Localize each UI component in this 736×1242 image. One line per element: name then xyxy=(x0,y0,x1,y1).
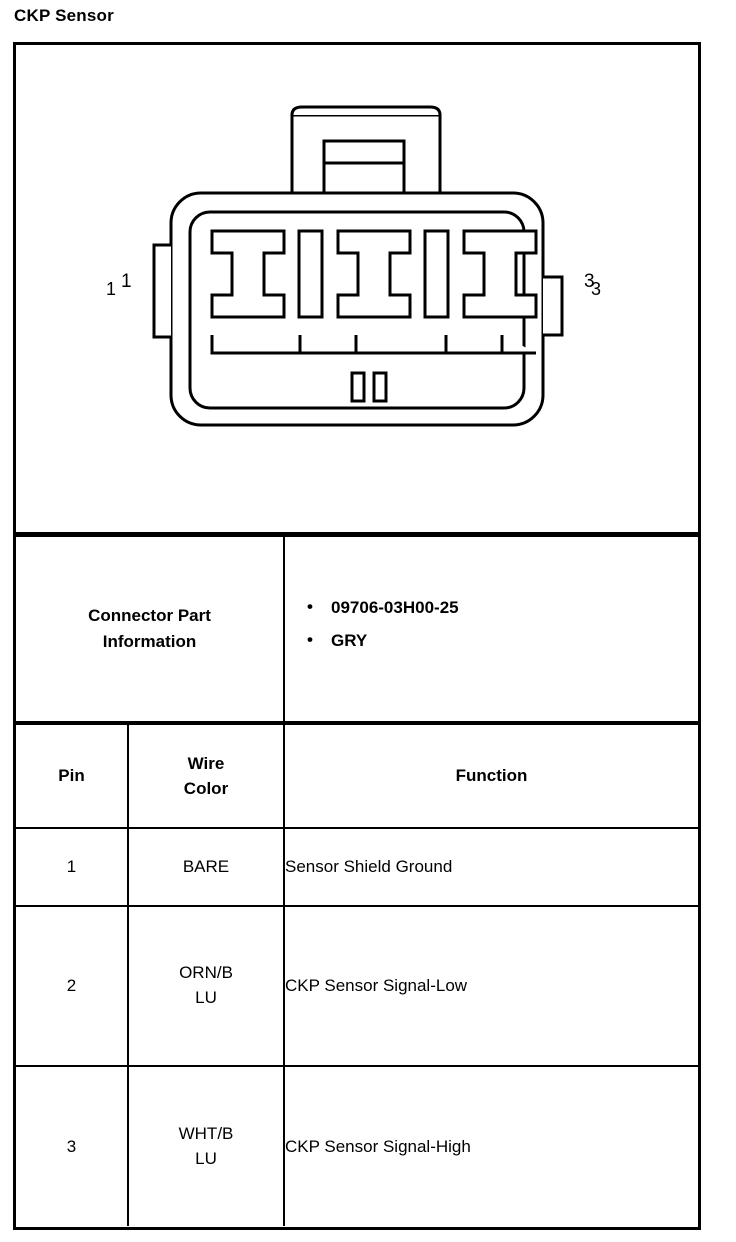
connector-info-table xyxy=(16,535,698,723)
pinout-header-wire-color xyxy=(128,724,284,828)
pin-function: CKP Sensor Signal-High xyxy=(284,1066,698,1226)
pinout-header-function: Function xyxy=(284,724,698,828)
wire-color xyxy=(128,1066,284,1226)
pin-function: Sensor Shield Ground xyxy=(284,828,698,906)
pin-function: CKP Sensor Signal-Low xyxy=(284,906,698,1066)
wire-color-line1: BARE xyxy=(182,856,230,876)
pinout-table xyxy=(16,723,698,1226)
pinout-header-row xyxy=(16,724,698,828)
table-row xyxy=(16,906,698,1066)
pinout-header-pin: Pin xyxy=(16,724,128,828)
part-information-label xyxy=(16,536,284,722)
pinout-header-wire-color-line2: Color xyxy=(183,779,229,798)
pin-number: 1 xyxy=(16,828,128,906)
part-information-label-line1: Connector Part xyxy=(88,605,211,625)
pin-1-callout: 1 xyxy=(105,279,117,299)
table-row xyxy=(16,1066,698,1226)
wire-color-line1: WHT/B xyxy=(178,1123,234,1143)
wire-color xyxy=(128,828,284,906)
wire-color xyxy=(128,906,284,1066)
page-title: CKP Sensor xyxy=(14,6,114,25)
part-number-item: • 09706-03H00-25 xyxy=(331,596,698,621)
connector-illustration xyxy=(16,45,698,532)
pin-right-number: 3 xyxy=(584,271,595,292)
wire-color-line1: ORN/B xyxy=(179,963,233,983)
connector-diagram-area xyxy=(16,45,698,535)
part-information-values xyxy=(284,536,698,722)
pin-3-callout: 3 xyxy=(590,279,602,299)
pinout-header-wire-color-line1: Wire xyxy=(187,753,225,773)
pin-number: 3 xyxy=(16,1066,128,1226)
table-row xyxy=(16,828,698,906)
part-number-list xyxy=(285,596,698,653)
wire-color-line2: LU xyxy=(195,1148,217,1168)
pin-number: 2 xyxy=(16,906,128,1066)
connector-info-frame xyxy=(13,42,701,1230)
pin-left-number: 1 xyxy=(121,271,132,292)
part-information-label-line2: Information xyxy=(102,632,197,651)
wire-color-line2: LU xyxy=(195,988,217,1007)
part-color-item: • GRY xyxy=(331,629,698,654)
part-information-row xyxy=(16,536,698,722)
